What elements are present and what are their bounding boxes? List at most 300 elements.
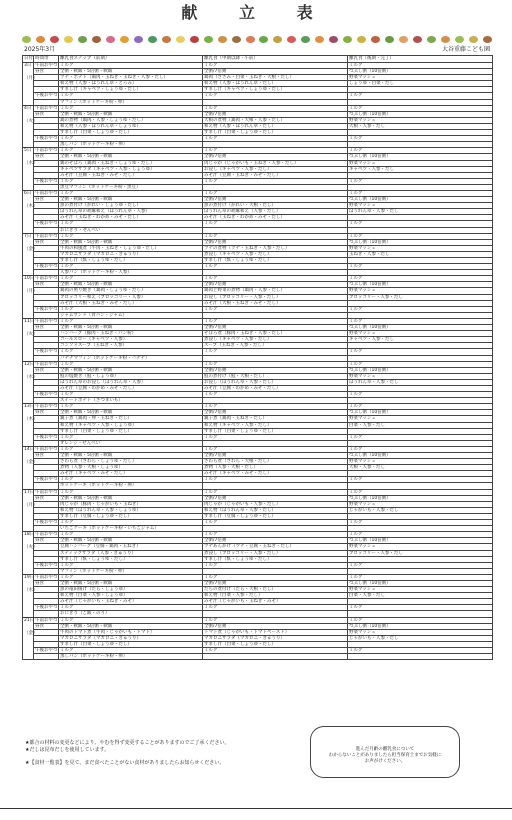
day-number: 11日 <box>24 318 35 324</box>
menu-cell: つぶし粥（10倍粥） <box>348 367 493 373</box>
time-slot-cell: 午前おやつ <box>35 404 58 410</box>
menu-cell: ミルク <box>59 221 203 227</box>
time-slot-cell: 午後おやつ <box>35 264 58 270</box>
menu-cell: ミルク <box>348 306 493 312</box>
menu-cell: つぶし粥（10倍粥） <box>348 239 493 245</box>
menu-cell: ミルク <box>348 392 493 398</box>
vegetable-icon <box>246 36 255 43</box>
menu-cell: お浸し（ほうれん草・人参・だし） <box>203 379 348 385</box>
vegetable-icon <box>287 36 296 43</box>
menu-cell: スティックサラダ（人参・きゅうり） <box>59 550 203 556</box>
menu-cell <box>203 654 348 660</box>
menu-cell: 白菜・人参・だし <box>348 593 493 599</box>
menu-cell: じゃがいも・人参・だし <box>348 507 493 513</box>
time-slot-cell: 午前おやつ <box>35 148 58 154</box>
menu-cell: バナナマフィン（ホットケーキ粉・バナナ） <box>59 355 203 361</box>
menu-cell: つぶし粥（10倍粥） <box>348 69 493 75</box>
time-slot-cell: 昼食 <box>34 538 59 544</box>
menu-cell: ミルク <box>59 264 203 270</box>
menu-cell: すまし汁（キャベツ・しょうゆ・だし） <box>59 87 203 93</box>
menu-cell: 全粥/7倍粥 <box>203 495 348 501</box>
menu-cell: ミルク <box>203 392 348 398</box>
menu-cell: 全粥/7倍粥 <box>203 282 348 288</box>
menu-cell: ツナあんかけ（ツナ・豆腐・玉ねぎ・だし） <box>203 544 348 550</box>
menu-cell: 全粥/7倍粥 <box>203 453 348 459</box>
vegetable-icon <box>469 36 478 43</box>
menu-cell: 親子煮（鶏肉・卵・玉ねぎ・だし） <box>59 416 203 422</box>
menu-cell: ほうれん草のお浸し（ほうれん草・人参） <box>59 379 203 385</box>
menu-cell: ミルク <box>203 562 348 568</box>
menu-cell: ミルク <box>203 532 348 538</box>
menu-cell: ミルク <box>59 489 203 495</box>
day-cell <box>23 63 38 106</box>
menu-cell: つぶし粥（10倍粥） <box>348 154 493 160</box>
menu-cell: ミルク <box>59 434 203 440</box>
menu-cell: ミルク <box>59 105 203 111</box>
menu-cell: 全粥・軟飯・5倍粥・軟飯 <box>59 495 203 501</box>
menu-cell: ジャムサンド（食パン・ジャム） <box>59 312 203 318</box>
menu-cell: 和え物（白菜・人参・しょうゆ） <box>59 593 203 599</box>
vegetable-icon <box>204 36 213 43</box>
menu-cell: ブロッコリー和え（ブロッコリー・人参） <box>59 294 203 300</box>
time-slot-cell: 昼食 <box>34 282 59 288</box>
time-slot-cell: 午前おやつ <box>35 489 58 495</box>
menu-cell: ミルク <box>348 446 493 452</box>
weekday: （月） <box>24 76 38 82</box>
menu-cell: 全粥・軟飯・5倍粥・軟飯 <box>59 580 203 586</box>
time-slot-cell: 午前おやつ <box>35 361 58 367</box>
menu-cell: 和え物（人参・ほうれん草・とろみ） <box>59 81 203 87</box>
menu-cell: さわら煮（さわら・しょうゆ・だし） <box>59 459 203 465</box>
menu-cell: すまし汁（白菜・しょうゆ・だし） <box>203 641 348 647</box>
menu-cell: すまし汁（白菜・しょうゆ・だし） <box>203 130 348 136</box>
vegetable-icon <box>134 36 143 43</box>
menu-cell: 和え物（人参・ほうれん草・だし） <box>203 123 348 129</box>
menu-cell: 煮浸し（キャベツ・人参・だし） <box>203 337 348 343</box>
menu-cell: すまし汁（白菜・しょうゆ・だし） <box>59 641 203 647</box>
menu-cell: マカロニサラダ（マカロニ・きゅうり） <box>203 635 348 641</box>
time-slot-cell: 午前おやつ <box>35 617 58 623</box>
menu-cell: ミルク <box>59 605 203 611</box>
header-date: 日付 <box>24 56 33 61</box>
menu-cell: ミルク <box>59 574 203 580</box>
menu-cell: ミルク <box>59 63 203 69</box>
menu-cell: ミルク <box>203 434 348 440</box>
menu-cell: ミルク <box>203 306 348 312</box>
day-number: 4日 <box>24 105 32 111</box>
menu-cell: ミルク <box>59 178 203 184</box>
menu-cell: おにぎり・せんべい <box>59 227 203 233</box>
menu-cell: 肉じゃが（じゃがいも・玉ねぎ・人参・だし） <box>203 160 348 166</box>
menu-cell: ミルク <box>59 318 203 324</box>
day-number: 19日 <box>24 574 35 580</box>
menu-cell: オレンジ・せんべい <box>59 440 203 446</box>
day-number: 18日 <box>24 532 35 538</box>
menu-cell: 全粥/7倍粥 <box>203 239 348 245</box>
time-slot-cell: 昼食 <box>34 410 59 416</box>
time-slot-cell: 昼食 <box>34 154 59 160</box>
time-slot-cell: 午後おやつ <box>35 136 58 142</box>
menu-cell: 煮物（人参・大根・だし） <box>203 465 348 471</box>
day-cell <box>23 446 38 489</box>
menu-cell: 豆腐ハンバーグ（豆腐・鶏肉・玉ねぎ） <box>59 544 203 550</box>
menu-cell: ミルク <box>203 404 348 410</box>
menu-cell: ミルク <box>348 178 493 184</box>
day-cell <box>23 532 38 575</box>
menu-cell: ミルク <box>203 63 348 69</box>
menu-cell: みそ汁（玉ねぎ・わかめ・みそ・だし） <box>203 215 348 221</box>
menu-cell: ミルク <box>59 648 203 654</box>
menu-cell: 全粥・軟飯・5倍粥・軟飯 <box>59 154 203 160</box>
menu-cell: そぼろ煮（豚肉・玉ねぎ・人参・だし） <box>203 331 348 337</box>
menu-cell: 魚の竜田揚げ（たら・しょうゆ） <box>59 587 203 593</box>
menu-cell: 鶏のそぼろ（鶏肉・玉ねぎ・しょうゆ・だし） <box>59 160 203 166</box>
month-label: 2025年3月 <box>24 46 56 53</box>
menu-cell: ほうれん草・人参・だし <box>348 209 493 215</box>
weekday: （金） <box>24 460 38 465</box>
menu-cell: ほうれん草・人参・だし <box>348 379 493 385</box>
month-line <box>22 46 492 54</box>
menu-cell: 全粥/7倍粥 <box>203 111 348 117</box>
menu-cell: ミルク <box>203 520 348 526</box>
menu-cell: ミルク <box>348 605 493 611</box>
menu-cell: ミルク <box>348 404 493 410</box>
time-slot-cell: 午前おやつ <box>35 446 58 452</box>
time-slot-cell: 昼食 <box>34 623 59 629</box>
menu-cell: ホットケーキ（ホットケーキ粉・卵） <box>59 483 203 489</box>
vegetable-icon <box>371 36 380 43</box>
menu-cell: つぶし粥（10倍粥） <box>348 325 493 331</box>
menu-cell: すまし汁（麩・しょうゆ・だし） <box>203 556 348 562</box>
menu-cell: 全粥/7倍粥 <box>203 623 348 629</box>
day-cell <box>23 574 38 617</box>
menu-cell: 鮭の塩焼き（鮭・しょうゆ） <box>59 373 203 379</box>
menu-cell: ほうれん草の胡麻和え（人参・だし） <box>203 209 348 215</box>
menu-cell: 野菜マッシュ <box>348 501 493 507</box>
menu-cell: ツナ・ポテト（鶏肉・玉ねぎ・玉ねぎ・人参・だし） <box>59 75 203 81</box>
menu-cell: ツナの煮物（ツナ・玉ねぎ・人参・だし） <box>203 245 348 251</box>
menu-cell: キャベツ・人参・だし <box>348 337 493 343</box>
menu-cell: トマト煮（じゃがいも・トマトペースト） <box>203 629 348 635</box>
day-number: 13日 <box>24 404 35 410</box>
menu-cell: 和え物（キャベツ・人参・しょうゆ） <box>59 422 203 428</box>
day-number: 7日 <box>24 233 32 239</box>
vegetable-icon <box>399 36 408 43</box>
menu-cell: マフィン（ホットケーキ粉・卵） <box>59 99 203 105</box>
menu-cell: すまし汁（麩・しょうゆ・だし） <box>59 556 203 562</box>
menu-cell: ミルク <box>203 617 348 623</box>
day-number: 10日 <box>24 276 35 282</box>
menu-cell: 全粥/7倍粥 <box>203 580 348 586</box>
menu-cell: つぶし粥（10倍粥） <box>348 453 493 459</box>
menu-cell: 蒸しパン（ホットケーキ粉・卵） <box>59 654 203 660</box>
menu-cell: ミルク <box>203 477 348 483</box>
menu-cell: スープ（玉ねぎ・人参・だし） <box>203 343 348 349</box>
weekday: （水） <box>24 374 38 380</box>
vegetable-icon <box>22 36 31 43</box>
vegetable-icon <box>273 36 282 43</box>
time-slot-cell: 午前おやつ <box>35 233 58 239</box>
menu-cell: ミルク <box>59 562 203 568</box>
menu-cell: みそ汁（大根・玉ねぎ・みそ・だし） <box>59 300 203 306</box>
menu-cell: ミルク <box>59 520 203 526</box>
time-slot-cell: 午前おやつ <box>35 574 58 580</box>
day-cell <box>23 105 38 148</box>
menu-cell: ミルク <box>203 178 348 184</box>
vegetable-icon <box>36 36 45 43</box>
center-label: 大谷重藤こども園 <box>441 46 490 53</box>
menu-cell: つぶし粥（10倍粥） <box>348 538 493 544</box>
time-slot-cell: 午後おやつ <box>35 520 58 526</box>
time-slot-cell: 午前おやつ <box>35 276 58 282</box>
menu-cell: いちごケーキ（ホットケーキ粉・いちごジャム） <box>59 526 203 532</box>
menu-cell: 全粥・軟飯・5倍粥・軟飯 <box>59 197 203 203</box>
weekday: （水） <box>24 161 38 167</box>
time-slot-cell: 午前おやつ <box>35 318 58 324</box>
footer-notes <box>25 740 325 767</box>
menu-cell: スイートポテト（さつまいも） <box>59 398 203 404</box>
menu-cell: みそ汁（キャベツ・みそ・だし） <box>203 471 348 477</box>
menu-cell: ミルク <box>203 105 348 111</box>
time-slot-cell: 昼食 <box>34 69 59 75</box>
menu-cell: 玉ねぎ・人参・だし <box>348 251 493 257</box>
menu-cell: ミルク <box>203 233 348 239</box>
time-slot-cell <box>34 654 59 660</box>
menu-cell: ミルク <box>203 148 348 154</box>
menu-cell: 野菜マッシュ <box>348 587 493 593</box>
day-cell <box>23 489 38 532</box>
day-number: 3日 <box>24 63 32 68</box>
table-header-row <box>23 56 493 63</box>
header-col-b: 離乳食（中期以降・午前） <box>203 56 348 63</box>
menu-cell: お浸し（ブロッコリー・人参・だし） <box>203 294 348 300</box>
menu-cell: 親子煮（鶏肉・玉ねぎ・だし） <box>203 416 348 422</box>
time-slot-cell: 午後おやつ <box>35 477 58 483</box>
time-slot-cell: 昼食 <box>34 495 59 501</box>
vegetable-icon <box>259 36 268 43</box>
menu-cell: 野菜マッシュ <box>348 160 493 166</box>
menu-cell: つぶし粥（10倍粥） <box>348 623 493 629</box>
menu-cell <box>348 654 493 660</box>
day-cell <box>23 318 38 361</box>
menu-cell: 全粥・軟飯・5倍粥・軟飯 <box>59 410 203 416</box>
menu-cell: ミルク <box>348 105 493 111</box>
note-line-1: 進んだ月齢の離乳食について <box>355 747 415 752</box>
time-slot-cell: 昼食 <box>34 111 59 117</box>
menu-cell: キャベツサラダ（キャベツ・人参・しょうゆ） <box>59 166 203 172</box>
menu-table <box>22 55 493 660</box>
menu-cell: ミルク <box>59 148 203 154</box>
menu-cell: ミルク <box>348 489 493 495</box>
menu-cell: ミルク <box>348 434 493 440</box>
vegetable-icon <box>148 36 157 43</box>
weekday: （月） <box>24 289 38 295</box>
vegetable-icon <box>120 36 129 43</box>
menu-cell: ミルク <box>203 361 348 367</box>
time-slot-cell: 午後おやつ <box>35 221 58 227</box>
menu-cell: 全粥/7倍粥 <box>203 197 348 203</box>
vegetable-icon <box>50 36 59 43</box>
menu-cell: ミルク <box>348 520 493 526</box>
menu-cell: ミルク <box>348 63 493 69</box>
menu-cell: 野菜マッシュ <box>348 416 493 422</box>
menu-cell: キャベツ・人参・だし <box>348 166 493 172</box>
menu-cell: 全粥/7倍粥 <box>203 367 348 373</box>
vegetable-icon <box>232 36 241 43</box>
time-slot-cell: 午後おやつ <box>35 392 58 398</box>
time-slot-cell: 午後おやつ <box>35 93 58 99</box>
header-col-a: 離乳食ステップ（前期） <box>59 56 203 63</box>
footer-line-2: ★だしは昆布だしを使用しています。 <box>25 747 110 753</box>
note-line-2: わからないことがありましたら担当保育士までお気軽に <box>328 753 442 758</box>
menu-cell: ミルク <box>348 477 493 483</box>
day-cell <box>23 233 38 276</box>
time-slot-cell: 昼食 <box>34 453 59 459</box>
menu-cell: ミルク <box>348 93 493 99</box>
menu-cell: 全粥・軟飯・5倍粥・軟飯 <box>59 111 203 117</box>
menu-cell: ミルク <box>59 190 203 196</box>
menu-cell: 和え物（ほうれん草・人参・しょうゆ） <box>59 507 203 513</box>
time-slot-cell: 午後おやつ <box>35 306 58 312</box>
weekday: （木） <box>24 417 38 423</box>
menu-cell: みそ汁（豆腐・わかめ・みそ・だし） <box>59 385 203 391</box>
weekday: （金） <box>24 630 38 636</box>
menu-cell: ミルク <box>348 276 493 282</box>
menu-cell: ミルク <box>203 136 348 142</box>
time-slot-cell: 昼食 <box>34 197 59 203</box>
menu-cell: ミルク <box>203 605 348 611</box>
menu-cell: 全粥・軟飯・5倍粥・軟飯 <box>59 69 203 75</box>
menu-cell: 和え物（人参・ほうれん草・だし） <box>203 81 348 87</box>
menu-cell: すまし汁（キャベツ・しょうゆ・だし） <box>203 87 348 93</box>
menu-cell: ミルク <box>203 318 348 324</box>
time-slot-cell: 午後おやつ <box>35 562 58 568</box>
menu-cell: ミルク <box>348 221 493 227</box>
menu-cell: 野菜マッシュ <box>348 245 493 251</box>
vegetable-icon <box>162 36 171 43</box>
menu-cell: ミルク <box>59 233 203 239</box>
time-slot-cell: 昼食 <box>34 325 59 331</box>
day-cell <box>23 276 38 319</box>
menu-cell: 野菜マッシュ <box>348 331 493 337</box>
menu-cell: ミルク <box>203 93 348 99</box>
menu-cell: ミルク <box>203 446 348 452</box>
menu-cell: コールスロー（キャベツ・人参） <box>59 337 203 343</box>
menu-cell: 野菜マッシュ <box>348 629 493 635</box>
menu-cell: 煮物（人参・大根・しょうゆ） <box>59 465 203 471</box>
menu-cell: 全粥/7倍粥 <box>203 410 348 416</box>
menu-cell: すまし汁（白菜・しょうゆ・だし） <box>59 130 203 136</box>
menu-cell: 大根・人参・だし <box>348 465 493 471</box>
menu-cell: 煮浸し（キャベツ・人参・だし） <box>203 251 348 257</box>
menu-cell: すまし汁（白菜・しょうゆ・だし） <box>59 428 203 434</box>
time-slot-cell: 午後おやつ <box>35 178 58 184</box>
day-number: 17日 <box>24 489 35 495</box>
note-bubble <box>310 726 460 778</box>
menu-cell: つぶし粥（10倍粥） <box>348 580 493 586</box>
vegetable-icon <box>413 36 422 43</box>
menu-cell: 和え物（ほうれん草・人参・だし） <box>203 507 348 513</box>
menu-cell: 野菜マッシュ <box>348 459 493 465</box>
menu-cell: みそ汁（大根・玉ねぎ・みそ・だし） <box>203 300 348 306</box>
vegetable-border <box>22 36 492 45</box>
menu-cell: ミルク <box>59 617 203 623</box>
day-cell <box>23 148 38 191</box>
menu-cell: 野菜マッシュ <box>348 203 493 209</box>
menu-cell: ミルク <box>203 190 348 196</box>
menu-cell: ミルク <box>348 148 493 154</box>
menu-cell: コンソメスープ（玉ねぎ・人参） <box>59 343 203 349</box>
vegetable-icon <box>218 36 227 43</box>
menu-cell: ミルク <box>348 136 493 142</box>
menu-cell: 牛肉の和風煮（牛肉・玉ねぎ・しょうゆ・だし） <box>59 245 203 251</box>
menu-cell: ミルク <box>348 264 493 270</box>
day-number: 5日 <box>24 148 32 154</box>
time-slot-cell: 午後おやつ <box>35 605 58 611</box>
menu-cell: 野菜マッシュ <box>348 75 493 81</box>
menu-cell: お浸し（キャベツ・人参・だし） <box>203 166 348 172</box>
menu-cell: 野菜マッシュ <box>348 373 493 379</box>
day-number: 21日 <box>24 617 35 623</box>
day-cell <box>23 617 38 660</box>
time-slot-cell: 午前おやつ <box>35 190 58 196</box>
vegetable-icon <box>176 36 185 43</box>
menu-cell: ハンバーグ（豚肉・玉ねぎ・パン粉） <box>59 331 203 337</box>
menu-cell: ブロッコリー・人参・だし <box>348 294 493 300</box>
vegetable-icon <box>190 36 199 43</box>
menu-cell: つぶし粥（10倍粥） <box>348 495 493 501</box>
menu-cell: ミルク <box>59 404 203 410</box>
menu-cell: 黒豆マフィン（ホットケーキ粉・黒豆） <box>59 184 203 190</box>
menu-cell: ミルク <box>59 477 203 483</box>
day-number: 14日 <box>24 446 35 452</box>
time-slot-cell: 午後おやつ <box>35 648 58 653</box>
menu-cell: すまし汁（豆腐・しょうゆ・だし） <box>59 513 203 519</box>
menu-cell: 和え物（白菜・人参・だし） <box>203 593 348 599</box>
day-cell <box>23 404 38 447</box>
vegetable-icon <box>427 36 436 43</box>
menu-cell: 野菜マッシュ <box>348 544 493 550</box>
menu-cell: みそ汁（じゃがいも・玉ねぎ・みそ） <box>203 599 348 605</box>
vegetable-icon <box>441 36 450 43</box>
menu-cell: ミルク <box>348 318 493 324</box>
menu-cell: ミルク <box>59 93 203 99</box>
vegetable-icon <box>301 36 310 43</box>
menu-cell: 煮浸し（ブロッコリー・人参・だし） <box>203 550 348 556</box>
note-line-3: お声がけください。 <box>364 759 406 764</box>
weekday: （月） <box>24 502 38 508</box>
menu-cell: ミルク <box>348 349 493 355</box>
vegetable-icon <box>106 36 115 43</box>
menu-cell: みそ汁（豆腐・わかめ・みそ・だし） <box>203 385 348 391</box>
vegetable-icon <box>455 36 464 43</box>
menu-cell: 肉じゃが（じゃがいも・人参・だし） <box>203 501 348 507</box>
menu-cell: 全粥/7倍粥 <box>203 325 348 331</box>
time-slot-cell: 昼食 <box>34 239 59 245</box>
time-slot-cell: 午前おやつ <box>35 532 58 538</box>
menu-cell: みそ汁（玉ねぎ・わかめ・みそ・だし） <box>59 215 203 221</box>
time-slot-cell: 午前おやつ <box>35 105 58 111</box>
header-time: 時間帯 <box>34 56 59 63</box>
day-cell <box>23 190 38 233</box>
menu-cell: みそ汁（じゃがいも・玉ねぎ・みそ） <box>59 599 203 605</box>
vegetable-icon <box>92 36 101 43</box>
weekday: （水） <box>24 587 38 593</box>
menu-cell: ミルク <box>203 349 348 355</box>
menu-cell: ミルク <box>203 574 348 580</box>
menu-cell: たらの煮付け（たら・大根・だし） <box>203 587 348 593</box>
menu-cell: じゃがいも・人参・だし <box>348 635 493 641</box>
